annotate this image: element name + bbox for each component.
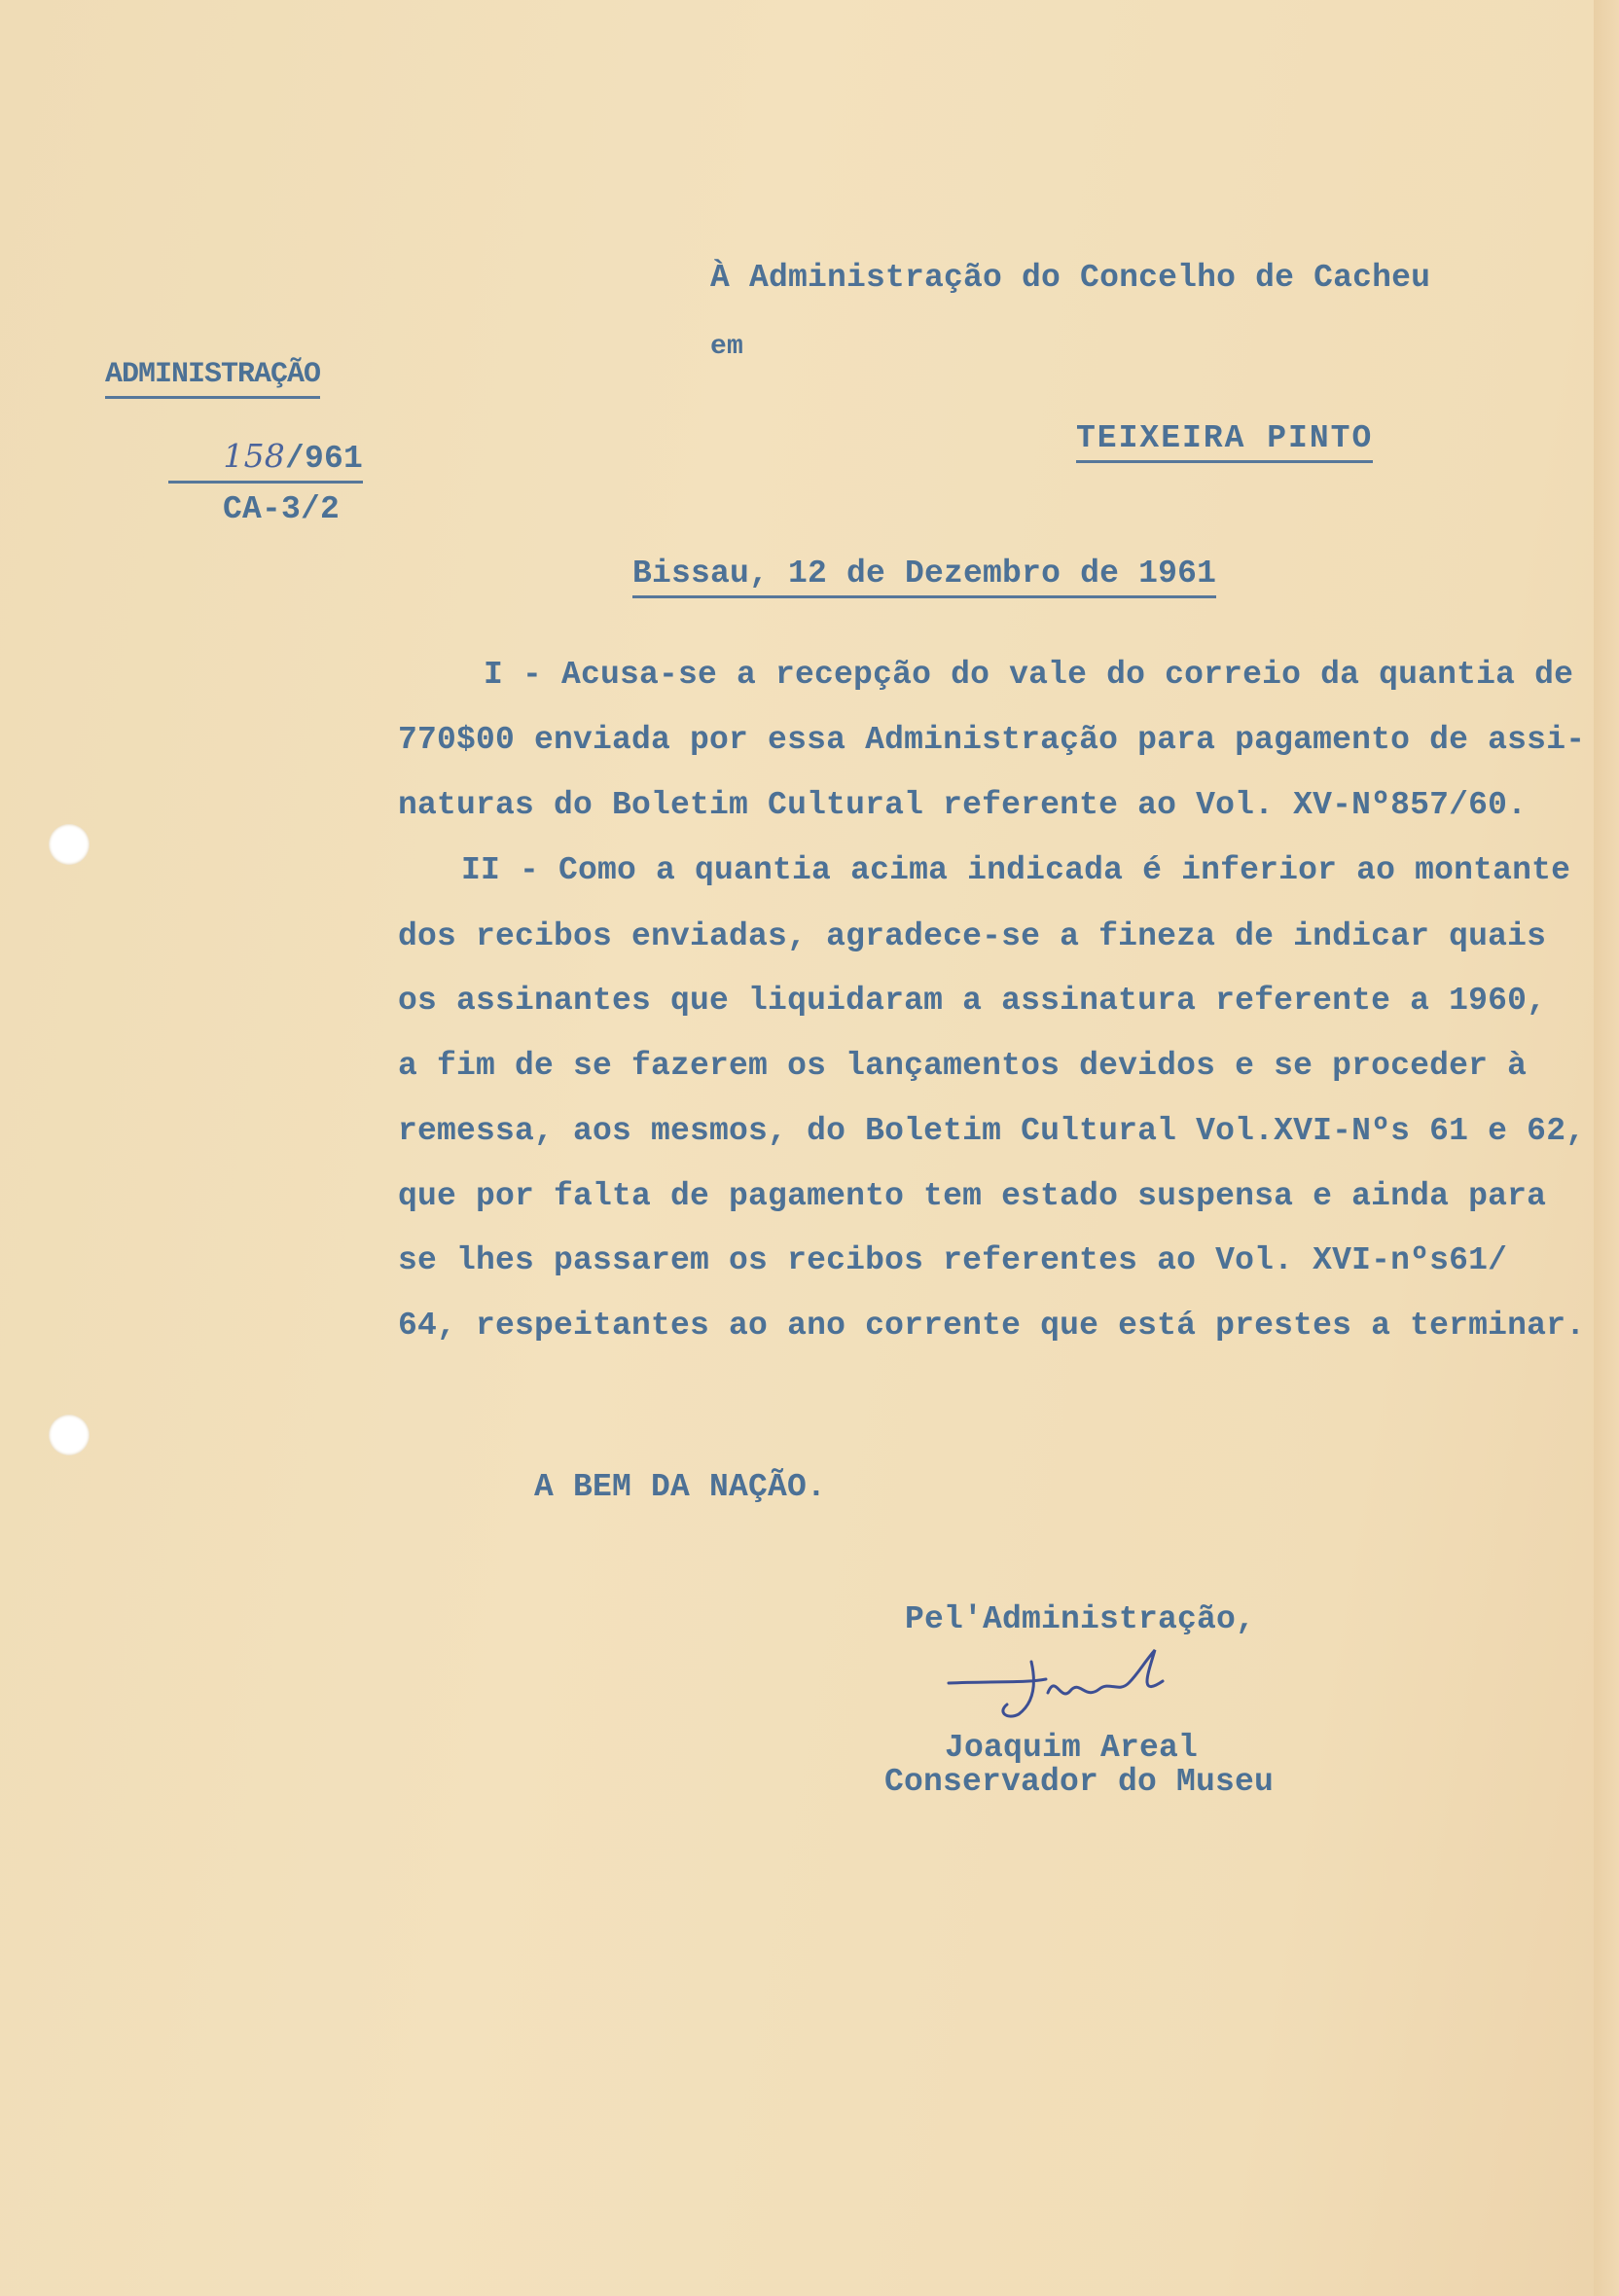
body-line: os assinantes que liquidaram a assinatura referente a 1960, — [398, 983, 1547, 1019]
body-line: 64, respeitantes ao ano corrente que está prestes a terminar. — [398, 1308, 1586, 1344]
body-line: 770$00 enviada por essa Administração para pagamento de assi- — [398, 722, 1586, 758]
signature-salutation: Pel'Administração, — [905, 1601, 1256, 1637]
recipient-line: À Administração do Concelho de Cacheu — [710, 260, 1431, 296]
reference-year: /961 — [284, 441, 363, 477]
body-line: dos recibos enviadas, agradece-se a fineza de indicar quais — [398, 918, 1547, 954]
recipient-em: em — [710, 332, 744, 362]
date-line: Bissau, 12 de Dezembro de 1961 — [632, 555, 1216, 598]
body-line: II - Como a quantia acima indicada é inferior ao montante — [461, 852, 1571, 888]
closing: A BEM DA NAÇÃO. — [534, 1469, 827, 1505]
reference-number — [168, 437, 363, 484]
body-line: remessa, aos mesmos, do Boletim Cultural Vol.XVI-Nºs 61 e 62, — [398, 1113, 1586, 1149]
reference-code: CA-3/2 — [223, 491, 341, 527]
punch-hole — [49, 1415, 90, 1455]
body-line: que por falta de pagamento tem estado suspensa e ainda para — [398, 1178, 1547, 1214]
body-line: se lhes passarem os recibos referentes ao Vol. XVI-nºs61/ — [398, 1242, 1508, 1278]
signatory-title: Conservador do Museu — [884, 1764, 1275, 1800]
recipient-place: TEIXEIRA PINTO — [1076, 419, 1373, 463]
paper-edge — [1594, 0, 1619, 2296]
handwritten-number: 158 — [223, 437, 285, 475]
body-line: naturas do Boletim Cultural referente ao Vol. XV-Nº857/60. — [398, 787, 1528, 823]
body-line: I - Acusa-se a recepção do vale do correio da quantia de — [484, 657, 1574, 693]
punch-hole — [49, 824, 90, 865]
office-label: ADMINISTRAÇÃO — [105, 355, 320, 399]
signatory-name: Joaquim Areal — [945, 1730, 1199, 1766]
handwritten-signature — [939, 1644, 1192, 1732]
body-line: a fim de se fazerem os lançamentos devidos e se proceder à — [398, 1048, 1528, 1084]
